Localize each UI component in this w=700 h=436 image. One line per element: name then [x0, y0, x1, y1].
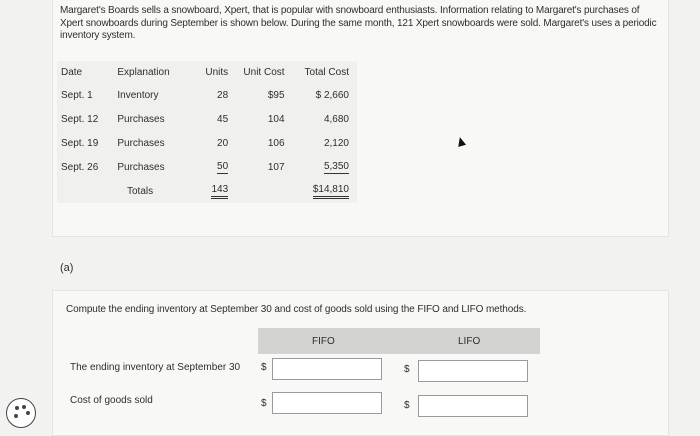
table-row: [57, 107, 357, 131]
header-units: Units: [205, 66, 229, 78]
table-row: [57, 131, 357, 155]
currency-symbol: $: [404, 364, 410, 375]
cogs-lifo-input[interactable]: [418, 395, 528, 417]
table-header-row: [57, 61, 357, 83]
palette-dot: [14, 414, 18, 418]
cell-unit-cost: 107: [267, 161, 285, 173]
currency-symbol: $: [261, 362, 267, 373]
cell-units: 28: [217, 89, 229, 101]
ending-inventory-fifo-input[interactable]: [272, 358, 382, 380]
fifo-header: FIFO: [312, 336, 335, 347]
header-date: Date: [61, 66, 83, 78]
cell-units: 50: [217, 160, 229, 172]
part-label: (a): [60, 262, 74, 274]
ending-inventory-lifo-input[interactable]: [418, 360, 528, 382]
cell-date: Sept. 26: [61, 161, 99, 173]
cell-explanation: Purchases: [117, 161, 165, 173]
table-row: [57, 83, 357, 107]
cell-units: 45: [217, 113, 229, 125]
totals-cost: $14,810: [313, 184, 349, 199]
cell-units: 20: [217, 137, 229, 149]
cell-explanation: Purchases: [117, 113, 165, 125]
cell-date: Sept. 12: [61, 113, 99, 125]
header-unit-cost: Unit Cost: [243, 66, 285, 78]
currency-symbol: $: [261, 398, 267, 409]
currency-symbol: $: [404, 400, 410, 411]
palette-dot: [22, 405, 26, 409]
cell-explanation: Purchases: [117, 137, 165, 149]
ending-inventory-label: The ending inventory at September 30: [70, 362, 241, 373]
header-explanation: Explanation: [117, 66, 170, 78]
cell-total-cost: 5,350: [323, 160, 349, 172]
cell-total-cost: 4,680: [323, 113, 349, 125]
palette-dot: [15, 406, 19, 410]
problem-intro: Margaret's Boards sells a snowboard, Xpert, that is popular with snowboard enthusiasts. Information relating to Margaret's purchases of Xpert snowboards during September is shown below. During the same month, 121 Xpert snowboards were sold. Margaret's uses a periodic inventory system.: [60, 5, 657, 41]
cell-unit-cost: 104: [267, 113, 285, 125]
inventory-table: [57, 61, 357, 203]
table-totals-row: [57, 179, 357, 203]
cell-total-cost: $ 2,660: [315, 89, 349, 101]
table-row: [57, 155, 357, 179]
question-instruction: Compute the ending inventory at September 30 and cost of goods sold using the FIFO and LIFO methods.: [66, 304, 527, 315]
totals-units: 143: [211, 184, 228, 199]
lifo-header: LIFO: [458, 336, 481, 347]
cell-date: Sept. 1: [61, 89, 93, 101]
totals-label: Totals: [127, 185, 154, 197]
header-total-cost: Total Cost: [304, 66, 349, 78]
cost-of-goods-sold-label: Cost of goods sold: [70, 395, 153, 406]
answer-header-bar: [258, 328, 540, 354]
cell-explanation: Inventory: [117, 89, 159, 101]
cogs-fifo-input[interactable]: [272, 392, 382, 414]
cell-unit-cost: $95: [267, 89, 285, 101]
cell-total-cost: 2,120: [323, 137, 349, 149]
cell-unit-cost: 106: [267, 137, 285, 149]
palette-dot: [26, 411, 30, 415]
cell-date: Sept. 19: [61, 137, 99, 149]
palette-icon[interactable]: [6, 398, 36, 428]
